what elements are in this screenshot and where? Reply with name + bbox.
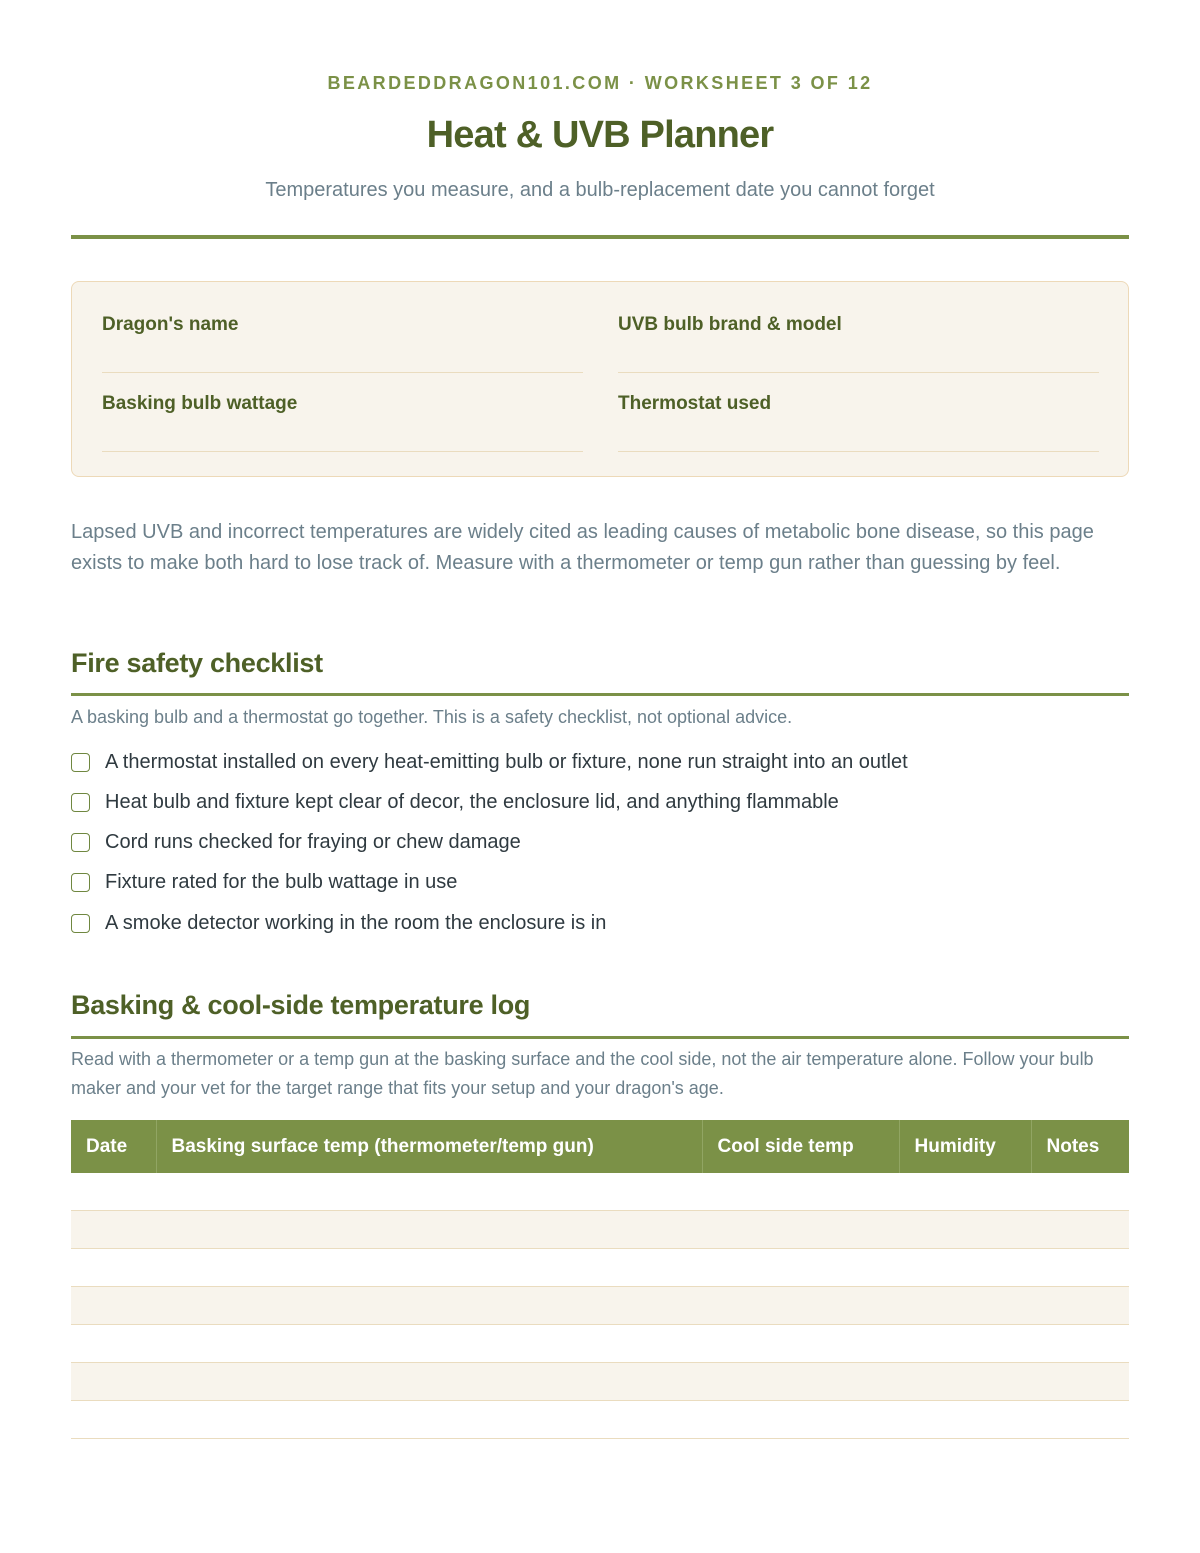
table-cell[interactable]: [899, 1287, 1031, 1325]
table-cell[interactable]: [702, 1287, 899, 1325]
fire-safety-title: Fire safety checklist: [71, 648, 323, 678]
table-cell[interactable]: [71, 1211, 156, 1249]
field-write-line: [102, 451, 583, 452]
field-label: Dragon's name: [102, 314, 239, 335]
checklist-item-label: Fixture rated for the bulb wattage in use: [105, 871, 458, 893]
table-cell[interactable]: [899, 1249, 1031, 1287]
table-row[interactable]: [71, 1325, 1129, 1363]
field-write-line: [618, 372, 1099, 373]
checkbox[interactable]: [71, 873, 90, 892]
table-cell[interactable]: [702, 1211, 899, 1249]
table-row[interactable]: [71, 1287, 1129, 1325]
field-basking-bulb-wattage[interactable]: [102, 393, 583, 415]
info-fields-box: [71, 281, 1129, 477]
column-header-notes: Notes: [1031, 1120, 1129, 1173]
site-worksheet-kicker: BEARDEDDRAGON101.COM · WORKSHEET 3 OF 12: [327, 73, 873, 93]
column-header-humidity: Humidity: [899, 1120, 1031, 1173]
table-cell[interactable]: [702, 1325, 899, 1363]
table-cell[interactable]: [1031, 1363, 1129, 1401]
checkbox[interactable]: [71, 753, 90, 772]
table-cell[interactable]: [899, 1211, 1031, 1249]
table-cell[interactable]: [1031, 1401, 1129, 1439]
checkbox[interactable]: [71, 793, 90, 812]
checklist-item[interactable]: [71, 912, 1129, 940]
page-title: Heat & UVB Planner: [426, 114, 774, 156]
table-cell[interactable]: [899, 1173, 1031, 1211]
table-cell[interactable]: [702, 1363, 899, 1401]
table-cell[interactable]: [156, 1173, 702, 1211]
field-write-line: [102, 372, 583, 373]
field-uvb-bulb-model[interactable]: [618, 314, 1099, 336]
table-cell[interactable]: [899, 1363, 1031, 1401]
checklist-item[interactable]: [71, 791, 1129, 819]
table-cell[interactable]: [156, 1249, 702, 1287]
column-header-basking-temp: Basking surface temp (thermometer/temp gun): [156, 1120, 702, 1173]
table-cell[interactable]: [1031, 1325, 1129, 1363]
intro-paragraph: Lapsed UVB and incorrect temperatures are widely cited as leading causes of metabolic bone disease, so this page exists to make both hard to lose track of. Measure with a thermometer or temp gun rather than guessing by feel.: [71, 521, 1094, 574]
checklist-item-label: Cord runs checked for fraying or chew damage: [105, 831, 521, 853]
column-header-cool-side-temp: Cool side temp: [702, 1120, 899, 1173]
field-thermostat-used[interactable]: [618, 393, 1099, 415]
table-cell[interactable]: [71, 1249, 156, 1287]
table-cell[interactable]: [899, 1401, 1031, 1439]
table-cell[interactable]: [71, 1401, 156, 1439]
table-row[interactable]: [71, 1363, 1129, 1401]
table-cell[interactable]: [1031, 1211, 1129, 1249]
table-cell[interactable]: [156, 1363, 702, 1401]
checklist-item-label: Heat bulb and fixture kept clear of decor, the enclosure lid, and anything flammable: [105, 791, 839, 813]
temp-log-title: Basking & cool-side temperature log: [71, 990, 531, 1020]
table-cell[interactable]: [899, 1325, 1031, 1363]
table-row[interactable]: [71, 1249, 1129, 1287]
table-cell[interactable]: [1031, 1287, 1129, 1325]
checklist-item[interactable]: [71, 871, 1129, 899]
field-label: Basking bulb wattage: [102, 393, 298, 414]
table-row[interactable]: [71, 1211, 1129, 1249]
temp-log-note: Read with a thermometer or a temp gun at the basking surface and the cool side, not the air temperature alone. Follow your bulb maker and your vet for the target range that fits your setup and your dragon's age.: [71, 1049, 1094, 1098]
column-header-date: Date: [71, 1120, 156, 1173]
table-cell[interactable]: [71, 1173, 156, 1211]
table-row[interactable]: [71, 1401, 1129, 1439]
table-cell[interactable]: [702, 1173, 899, 1211]
field-dragon-name[interactable]: [102, 314, 583, 336]
table-header-row: [71, 1120, 1129, 1173]
table-cell[interactable]: [156, 1325, 702, 1363]
table-cell[interactable]: [702, 1249, 899, 1287]
table-cell[interactable]: [71, 1287, 156, 1325]
table-cell[interactable]: [71, 1363, 156, 1401]
checkbox[interactable]: [71, 914, 90, 933]
field-write-line: [618, 451, 1099, 452]
checklist-item-label: A thermostat installed on every heat-emitting bulb or fixture, none run straight into an outlet: [105, 751, 908, 773]
fire-safety-divider: [71, 693, 1129, 696]
fire-safety-note: A basking bulb and a thermostat go together. This is a safety checklist, not optional advice.: [71, 707, 793, 727]
table-cell[interactable]: [1031, 1173, 1129, 1211]
table-cell[interactable]: [156, 1287, 702, 1325]
table-cell[interactable]: [1031, 1249, 1129, 1287]
field-label: Thermostat used: [618, 393, 772, 414]
table-row[interactable]: [71, 1173, 1129, 1211]
table-cell[interactable]: [71, 1325, 156, 1363]
temperature-log-table: [71, 1120, 1129, 1439]
checklist-item[interactable]: [71, 831, 1129, 859]
field-label: UVB bulb brand & model: [618, 314, 842, 335]
page-subtitle: Temperatures you measure, and a bulb-replacement date you cannot forget: [265, 179, 935, 201]
table-cell[interactable]: [156, 1401, 702, 1439]
checkbox[interactable]: [71, 833, 90, 852]
checklist-item[interactable]: [71, 751, 1129, 779]
table-cell[interactable]: [702, 1401, 899, 1439]
temp-log-divider: [71, 1036, 1129, 1039]
table-cell[interactable]: [156, 1211, 702, 1249]
header-divider: [71, 235, 1129, 239]
checklist-item-label: A smoke detector working in the room the enclosure is in: [105, 912, 607, 934]
